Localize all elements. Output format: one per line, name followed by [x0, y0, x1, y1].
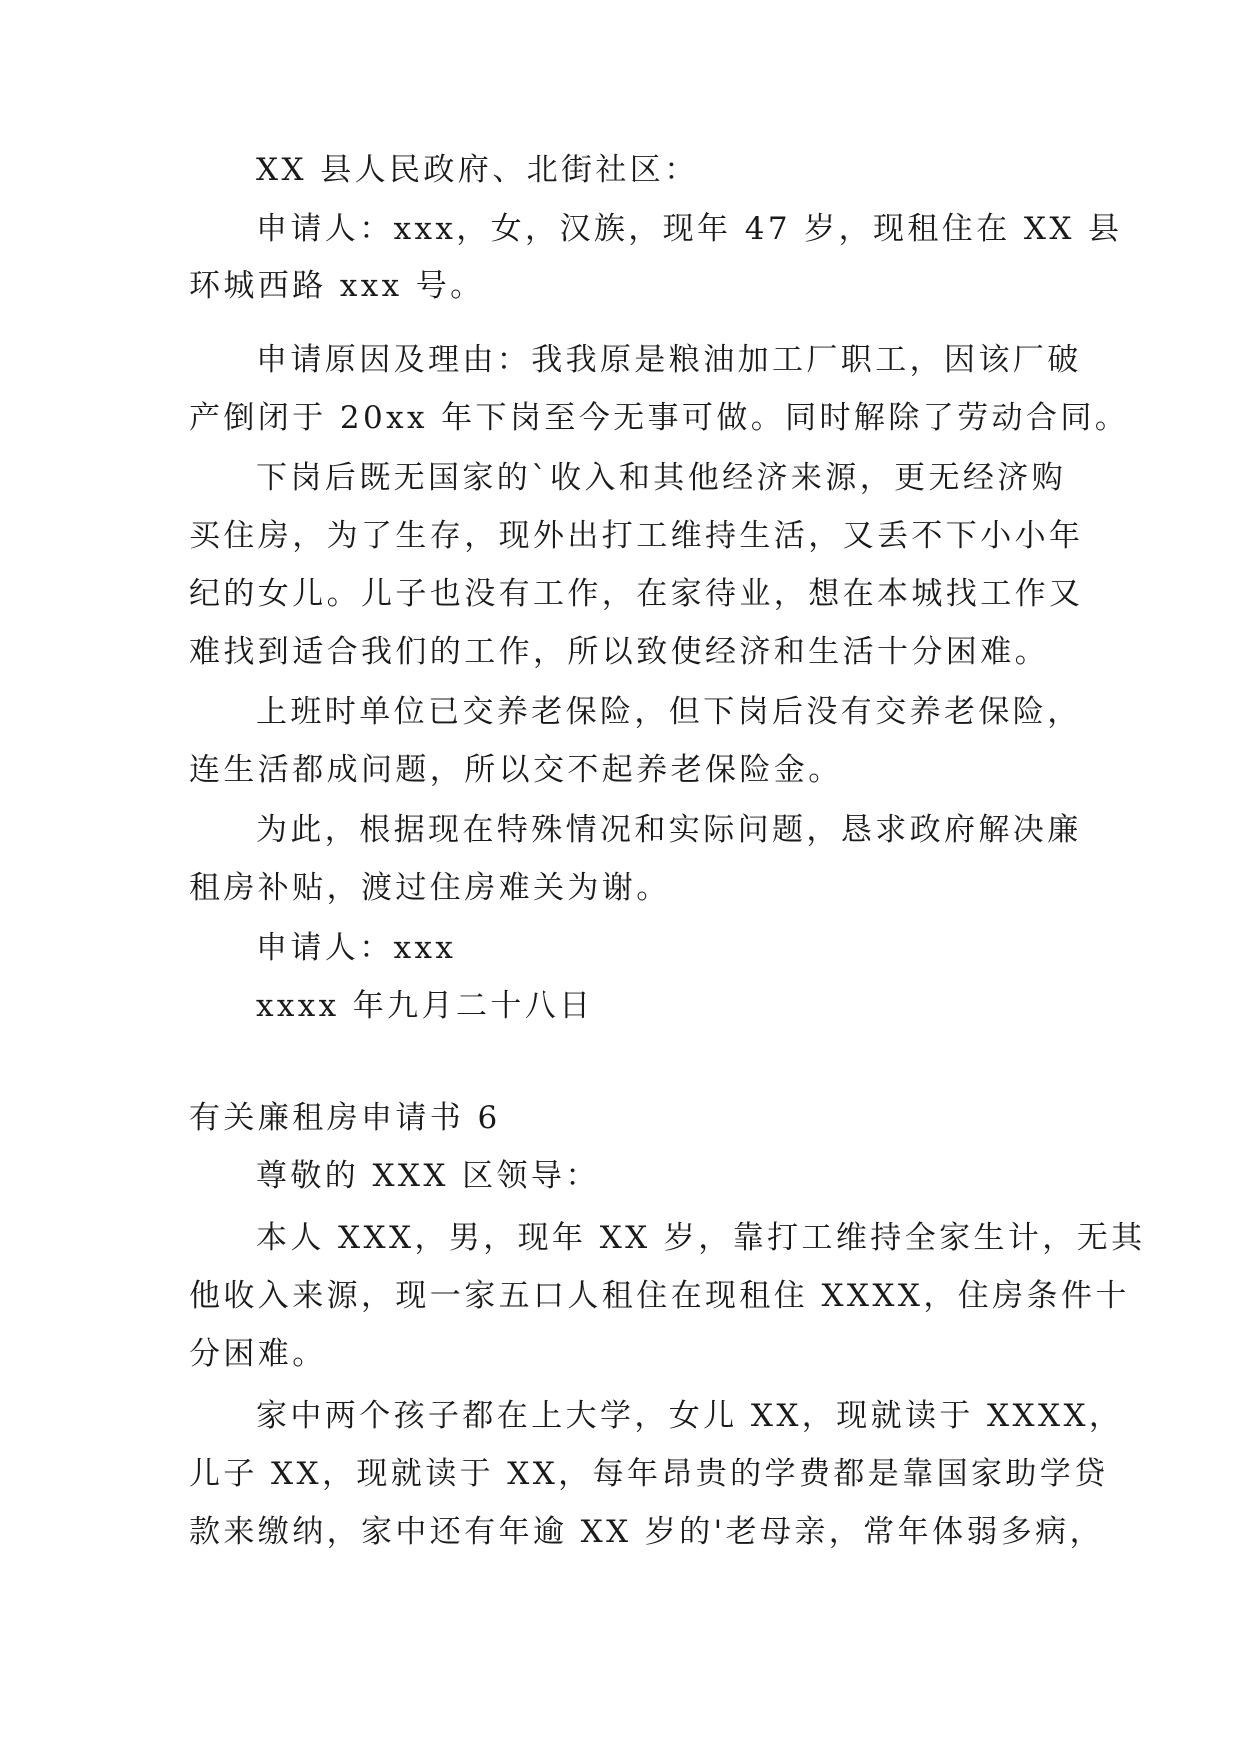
- letter2-salutation: 尊敬的 XXX 区领导：: [256, 1158, 600, 1194]
- letter1-paragraph5-line1: 为此，根据现在特殊情况和实际问题，恳求政府解决廉: [256, 812, 1082, 848]
- letter1-paragraph4-line2: 连生活都成问题，所以交不起养老保险金。: [189, 752, 843, 788]
- letter1-paragraph3-line1: 下岗后既无国家的`收入和其他经济来源，更无经济购: [256, 460, 1067, 496]
- letter1-signature: 申请人：xxx: [256, 930, 457, 966]
- letter1-date: xxxx 年九月二十八日: [256, 988, 594, 1024]
- letter2-paragraph1-line1: 本人 XXX，男，现年 XX 岁，靠打工维持全家生计，无其: [256, 1220, 1146, 1256]
- letter2-paragraph1-line3: 分困难。: [189, 1336, 327, 1372]
- letter1-paragraph3-line4: 难找到适合我们的工作，所以致使经济和生活十分困难。: [189, 634, 1049, 670]
- letter1-paragraph3-line2: 买住房，为了生存，现外出打工维持生活，又丢不下小小年: [189, 518, 1084, 554]
- letter1-paragraph4-line1: 上班时单位已交养老保险，但下岗后没有交养老保险，: [256, 694, 1082, 730]
- letter2-paragraph2-line2: 儿子 XX，现就读于 XX，每年昂贵的学费都是靠国家助学贷: [189, 1456, 1109, 1492]
- letter1-paragraph5-line2: 租房补贴，渡过住房难关为谢。: [189, 870, 671, 906]
- letter2-paragraph2-line3: 款来缴纳，家中还有年逾 XX 岁的'老母亲，常年体弱多病，: [189, 1514, 1104, 1550]
- letter1-paragraph1-line2: 环城西路 xxx 号。: [189, 268, 485, 304]
- letter2-title: 有关廉租房申请书 6: [189, 1100, 501, 1136]
- letter2-paragraph2-line1: 家中两个孩子都在上大学，女儿 XX，现就读于 XXXX，: [256, 1398, 1124, 1434]
- letter1-paragraph1-line1: 申请人：xxx，女，汉族，现年 47 岁，现租住在 XX 县: [256, 211, 1123, 247]
- letter1-paragraph2-line1: 申请原因及理由：我我原是粮油加工厂职工，因该厂破: [256, 342, 1082, 378]
- letter2-paragraph1-line2: 他收入来源，现一家五口人租住在现租住 XXXX，住房条件十: [189, 1278, 1130, 1314]
- letter1-salutation: XX 县人民政府、北街社区：: [256, 152, 699, 188]
- letter1-paragraph3-line3: 纪的女儿。儿子也没有工作，在家待业，想在本城找工作又: [189, 576, 1084, 612]
- letter1-paragraph2-line2: 产倒闭于 20xx 年下岗至今无事可做。同时解除了劳动合同。: [189, 400, 1130, 436]
